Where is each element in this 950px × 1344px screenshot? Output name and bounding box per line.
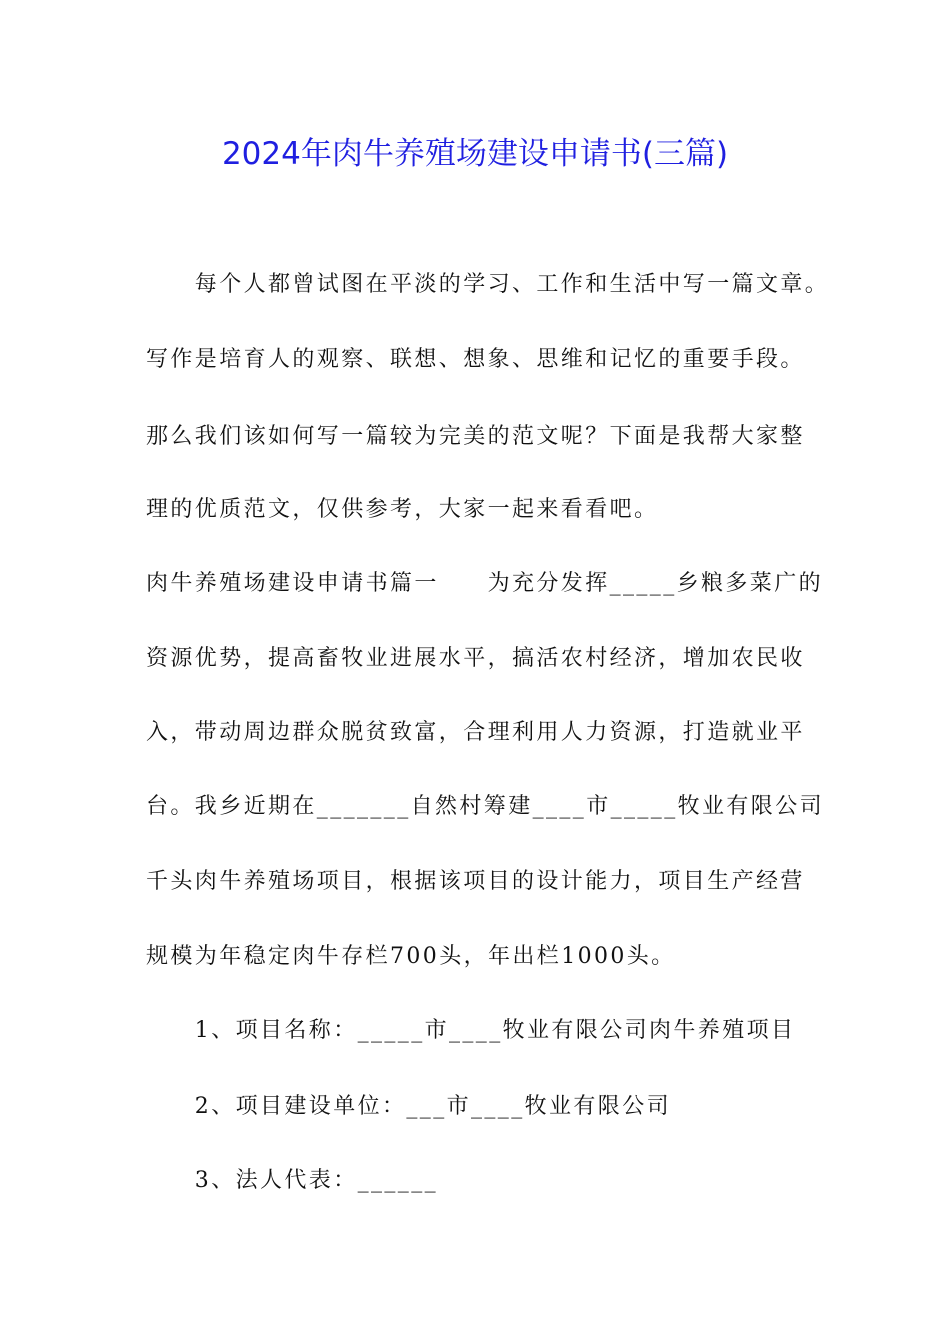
paragraph-line: 每个人都曾试图在平淡的学习、工作和生活中写一篇文章。: [146, 272, 830, 297]
paragraph-line: 台。我乡近期在_______自然村筹建____市_____牧业有限公司: [146, 794, 825, 819]
paragraph-line: 入，带动周边群众脱贫致富，合理利用人力资源，打造就业平: [146, 720, 805, 745]
paragraph-line: 肉牛养殖场建设申请书篇一 为充分发挥_____乡粮多菜广的: [146, 571, 824, 596]
paragraph-line: 写作是培育人的观察、联想、想象、思维和记忆的重要手段。: [146, 347, 805, 372]
paragraph-line: 资源优势，提高畜牧业进展水平，搞活农村经济，增加农民收: [146, 646, 805, 671]
paragraph-line: 那么我们该如何写一篇较为完美的范文呢？下面是我帮大家整: [146, 424, 805, 449]
paragraph-line: 千头肉牛养殖场项目，根据该项目的设计能力，项目生产经营: [146, 869, 805, 894]
document-title: 2024年肉牛养殖场建设申请书(三篇): [221, 136, 729, 172]
paragraph-line: 规模为年稳定肉牛存栏700头，年出栏1000头。: [146, 944, 676, 969]
list-item-project-name: 1、项目名称：_____市____牧业有限公司肉牛养殖项目: [146, 1018, 796, 1043]
paragraph-line: 理的优质范文，仅供参考，大家一起来看看吧。: [146, 497, 659, 522]
list-item-construction-unit: 2、项目建设单位：___市____牧业有限公司: [146, 1094, 671, 1119]
list-item-legal-representative: 3、法人代表：______: [146, 1168, 438, 1193]
